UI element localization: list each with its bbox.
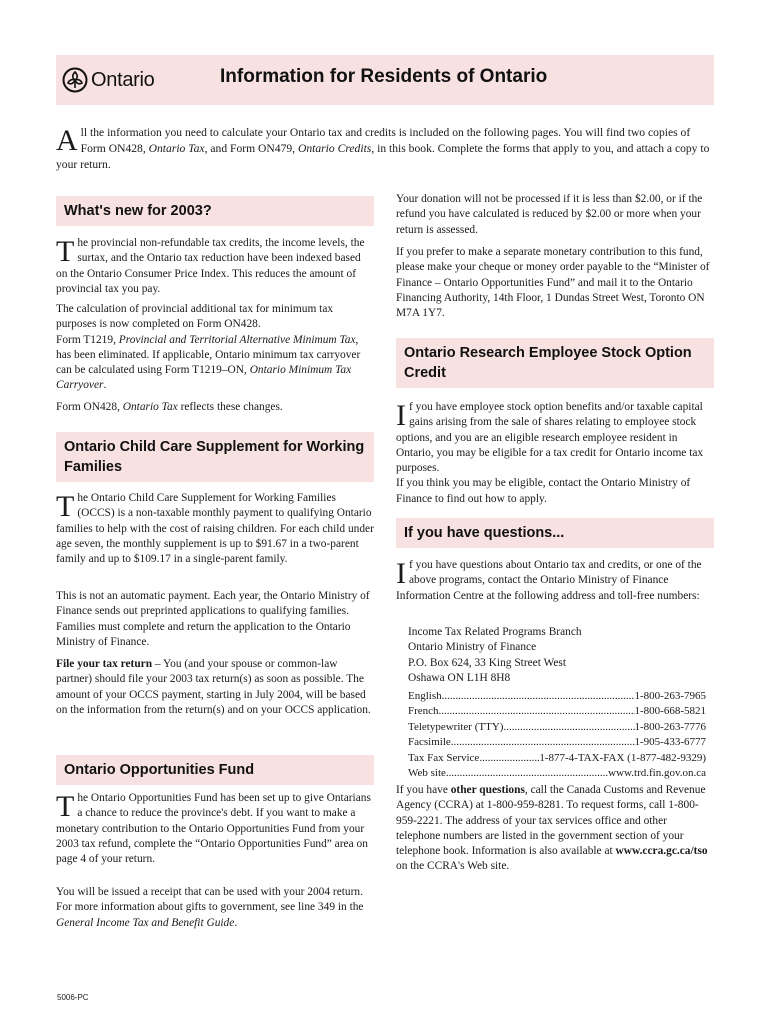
- paragraph-text: f you have employee stock option benefits and/or taxable capital gains arising from the sale of shares relating to employee stock options, and you are an eligible research employee resident in Ontario, you may be eligible for a tax credit for Ontario income tax purposes.: [396, 401, 704, 475]
- phone-number: 1-877-4-TAX-FAX (1-877-482-9329): [539, 751, 706, 764]
- phone-label: English: [408, 690, 442, 702]
- phone-label: Teletypewriter (TTY): [408, 720, 504, 733]
- phone-row-tax-fax: [408, 751, 706, 766]
- donation-paragraph-1: [396, 192, 714, 238]
- paragraph-text: f you have questions about Ontario tax and credits, or one of the above programs, contact the Ontario Ministry of Finance Information Centre at the following address and toll-free numbers:: [396, 559, 702, 602]
- phone-number: 1-800-668-5821: [634, 705, 706, 718]
- paragraph-text: Form T1219, Provincial and Territorial Alternative Minimum Tax, has been eliminated. If applicable, Ontario minimum tax carryover can be calculated using Form T1219–ON, Ontario Minimum Tax Carryover.: [56, 333, 361, 392]
- paragraph-text: This is not an automatic payment. Each year, the Ontario Ministry of Finance sends out preprinted applications to qualifying families. Families must complete and return the application to the Ontario Ministry of Finance.: [56, 590, 370, 648]
- whats-new-paragraph-3: Form ON428, Ontario Tax reflects these changes.: [56, 401, 283, 413]
- section-heading-whats-new: What's new for 2003?: [56, 196, 374, 226]
- dropcap: T: [56, 235, 75, 268]
- questions-paragraph-2: If you have other questions, call the Canada Customs and Revenue Agency (CCRA) at 1-800-959-8281. To request forms, call 1-800-959-2221. The address of your tax services office and other telephone numbers are listed in the government section of your telephone book. Information is also available at www.ccra.gc.ca/tso on the CCRA's Web site.: [396, 784, 708, 873]
- child-care-paragraph-1: [56, 491, 374, 567]
- donation-paragraph-2: [396, 245, 714, 321]
- paragraph-text: If you think you may be eligible, contact the Ontario Ministry of Finance to find out how to apply.: [396, 477, 691, 505]
- form-code: 5006-PC: [57, 993, 89, 1002]
- phone-label: Web site: [408, 767, 446, 780]
- intro-form-name: Ontario Credits: [297, 142, 372, 155]
- phone-number: 1-800-263-7776: [634, 720, 706, 733]
- phone-label: Tax Fax Service: [408, 751, 480, 764]
- phone-row-web: [408, 766, 706, 781]
- whats-new-paragraph-1: [56, 236, 374, 297]
- section-heading-questions: If you have questions...: [396, 518, 714, 548]
- address-line: Ontario Ministry of Finance: [408, 641, 537, 654]
- phone-number: 1-800-263-7965: [634, 690, 706, 702]
- logo-text: Ontario: [91, 68, 155, 91]
- intro-dropcap: A: [56, 124, 78, 157]
- dropcap: I: [396, 557, 406, 590]
- child-care-paragraph-3: [56, 657, 374, 718]
- dropcap: T: [56, 790, 75, 823]
- bold-lead: File your tax return: [56, 658, 153, 670]
- section-heading-research: Ontario Research Employee Stock Option Credit: [396, 338, 714, 388]
- address-line: P.O. Box 624, 33 King Street West: [408, 656, 567, 669]
- address-line: Income Tax Related Programs Branch: [408, 626, 582, 638]
- questions-paragraph-1: [396, 558, 714, 604]
- phone-row-english: [408, 689, 706, 704]
- dropcap: T: [56, 490, 75, 523]
- ontario-logo: [62, 65, 155, 95]
- leader-dots: [503, 720, 634, 735]
- paragraph-text: he Ontario Child Care Supplement for Working Families (OCCS) is a non-taxable monthly payment to qualifying Ontario families to help with the cost of raising children. For each child under age seven, the monthly supplement is up to $91.67 in a two-parent family and up to $109.17 in a single-parent family.: [56, 492, 374, 566]
- phone-row-french: [408, 704, 706, 719]
- web-link[interactable]: www.trd.fin.gov.on.ca: [608, 767, 706, 780]
- paragraph-text: he Ontario Opportunities Fund has been set up to give Ontarians a chance to reduce the province's debt. If you want to make a monetary contribution to the Ontario Opportunities Fund from your 2003 tax refund, complete the “Ontario Opportunities Fund” area on page 4 of your return.: [56, 792, 371, 866]
- research-paragraph-1: [396, 400, 714, 507]
- opportunities-paragraph-2: You will be issued a receipt that can be used with your 2004 return. For more information about gifts to government, see line 349 in the General Income Tax and Benefit Guide.: [56, 886, 364, 929]
- leader-dots: [442, 689, 635, 704]
- intro-text: ll the information you need to calculate your Ontario tax and credits is included on the following pages. You will find two copies of Form ON428,: [80, 126, 691, 155]
- paragraph-text: If you prefer to make a separate monetary contribution to this fund, please make your cheque or money order payable to the “Minister of Finance – Ontario Opportunities Fund” and mail it to the Ontario Financing Authority, 14th Floor, 1 Dundas Street West, Toronto ON M7A 1Y7.: [396, 246, 710, 320]
- intro-paragraph: [56, 125, 711, 173]
- whats-new-paragraph-2: [56, 302, 374, 394]
- dropcap: I: [396, 399, 406, 432]
- leader-dots: [439, 704, 635, 719]
- mailing-address: [408, 625, 708, 686]
- address-line: Oshawa ON L1H 8H8: [408, 671, 511, 684]
- page-title: Information for Residents of Ontario: [220, 66, 548, 87]
- leader-dots: [479, 751, 539, 766]
- leader-dots: [446, 766, 608, 781]
- trillium-icon: [62, 67, 88, 93]
- leader-dots: [451, 735, 635, 750]
- paragraph-text: The calculation of provincial additional tax for minimum tax purposes is now completed on Form ON428.: [56, 303, 334, 331]
- phone-number: 1-905-433-6777: [634, 736, 706, 749]
- ccra-web-link[interactable]: www.ccra.gc.ca/tso: [615, 845, 708, 858]
- phone-row-tty: [408, 720, 706, 735]
- intro-form-name: Ontario Tax: [148, 142, 205, 155]
- child-care-paragraph-2: [56, 589, 374, 650]
- phone-row-facsimile: [408, 735, 706, 750]
- phone-list: [408, 689, 706, 781]
- phone-label: Facsimile: [408, 736, 451, 749]
- paragraph-text: Your donation will not be processed if it is less than $2.00, or if the refund you have calculated is reduced by $2.00 or more when your return is assessed.: [396, 193, 703, 236]
- phone-label: French: [408, 705, 439, 718]
- section-heading-opportunities: Ontario Opportunities Fund: [56, 755, 374, 785]
- header-band: [56, 55, 714, 105]
- intro-text: , and Form ON479,: [204, 142, 298, 155]
- opportunities-paragraph-1: [56, 791, 374, 867]
- paragraph-text: – You (and your spouse or common-law partner) should file your 2003 tax return(s) as soon as possible. The amount of your OCCS payment, starting in July 2004, will be based on the information from the return(s) and on your OCCS application.: [56, 658, 371, 716]
- paragraph-text: he provincial non-refundable tax credits, the income levels, the surtax, and the Ontario tax reduction have been indexed based on the Ontario Consumer Price Index. This reduces the amount of provincial tax you pay.: [56, 237, 365, 295]
- intro-text: , in this book. Complete the forms that apply to you, and attach a copy to your return.: [56, 142, 710, 171]
- section-heading-child-care: Ontario Child Care Supplement for Working Families: [56, 432, 374, 482]
